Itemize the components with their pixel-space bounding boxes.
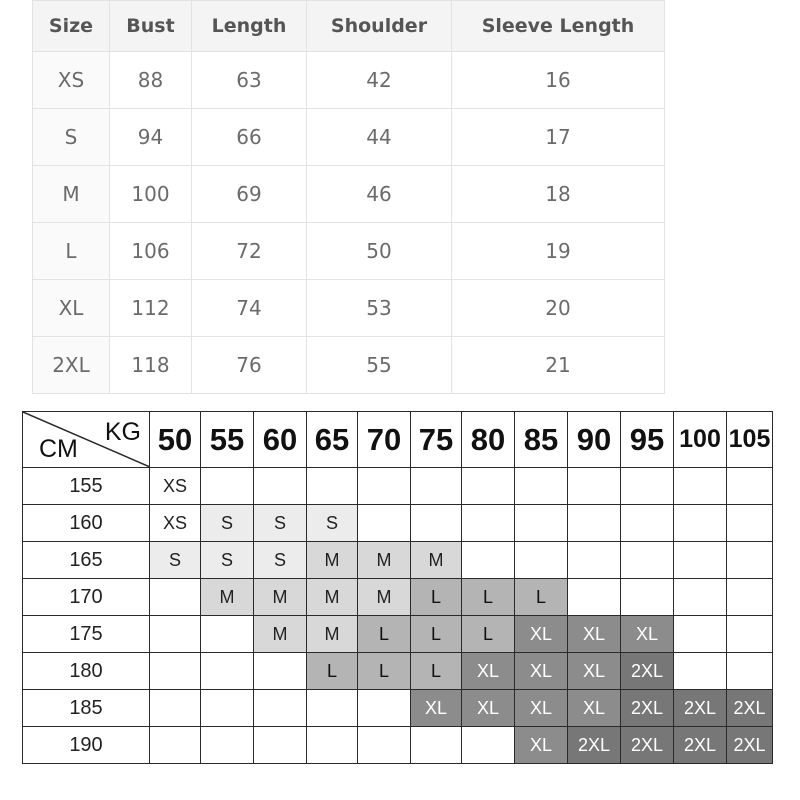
empty-cell [150, 690, 201, 727]
size-cell-xl: XL [568, 653, 621, 690]
weight-header-65: 65 [307, 412, 358, 468]
empty-cell [727, 468, 773, 505]
measurement-cell: 21 [452, 337, 665, 394]
empty-cell [254, 690, 307, 727]
empty-cell [201, 690, 254, 727]
measurement-cell: 94 [110, 109, 192, 166]
empty-cell [411, 468, 462, 505]
size-table-row [33, 280, 665, 337]
empty-cell [727, 579, 773, 616]
size-cell-l: L [411, 616, 462, 653]
size-cell-2xl: 2XL [621, 653, 674, 690]
size-table-row [33, 52, 665, 109]
height-unit-label: CM [39, 435, 78, 463]
height-row-170 [23, 579, 773, 616]
empty-cell [621, 505, 674, 542]
size-cell-m: M [201, 579, 254, 616]
weight-header-60: 60 [254, 412, 307, 468]
measurement-cell: 69 [192, 166, 307, 223]
size-cell-2xl: 2XL [674, 690, 727, 727]
size-cell-m: M [307, 616, 358, 653]
height-row-160 [23, 505, 773, 542]
empty-cell [201, 468, 254, 505]
empty-cell [674, 579, 727, 616]
measurement-cell: 50 [307, 223, 452, 280]
measurement-cell: 42 [307, 52, 452, 109]
empty-cell [150, 579, 201, 616]
size-cell-xl: XL [621, 616, 674, 653]
size-label-cell: XS [33, 52, 110, 109]
weight-header-95: 95 [621, 412, 674, 468]
size-cell-2xl: 2XL [568, 727, 621, 764]
size-table-row [33, 337, 665, 394]
empty-cell [674, 505, 727, 542]
size-table-header-size: Size [33, 1, 110, 52]
size-cell-m: M [358, 579, 411, 616]
height-label: 190 [23, 727, 150, 764]
measurement-cell: 53 [307, 280, 452, 337]
size-cell-m: M [254, 616, 307, 653]
size-table-row [33, 166, 665, 223]
size-cell-m: M [411, 542, 462, 579]
fit-chart-body [23, 468, 773, 764]
size-table-header-row [33, 1, 665, 52]
empty-cell [150, 616, 201, 653]
height-label: 180 [23, 653, 150, 690]
measurement-cell: 18 [452, 166, 665, 223]
height-row-165 [23, 542, 773, 579]
empty-cell [462, 505, 515, 542]
empty-cell [358, 505, 411, 542]
empty-cell [674, 653, 727, 690]
measurement-cell: 72 [192, 223, 307, 280]
height-label: 185 [23, 690, 150, 727]
empty-cell [254, 727, 307, 764]
size-cell-s: S [307, 505, 358, 542]
size-cell-xl: XL [462, 653, 515, 690]
empty-cell [150, 653, 201, 690]
size-cell-l: L [411, 653, 462, 690]
size-cell-xl: XL [515, 616, 568, 653]
height-label: 160 [23, 505, 150, 542]
empty-cell [674, 542, 727, 579]
empty-cell [307, 468, 358, 505]
empty-cell [727, 505, 773, 542]
size-cell-xs: XS [150, 468, 201, 505]
size-cell-xl: XL [462, 690, 515, 727]
size-cell-2xl: 2XL [621, 727, 674, 764]
size-label-cell: S [33, 109, 110, 166]
measurement-cell: 19 [452, 223, 665, 280]
empty-cell [462, 542, 515, 579]
empty-cell [254, 468, 307, 505]
height-label: 170 [23, 579, 150, 616]
size-cell-l: L [307, 653, 358, 690]
measurement-cell: 55 [307, 337, 452, 394]
height-row-185 [23, 690, 773, 727]
empty-cell [201, 727, 254, 764]
size-cell-l: L [358, 653, 411, 690]
weight-unit-label: KG [104, 418, 141, 446]
size-cell-m: M [307, 542, 358, 579]
empty-cell [307, 690, 358, 727]
size-cell-l: L [515, 579, 568, 616]
size-cell-2xl: 2XL [674, 727, 727, 764]
size-table-header-length: Length [192, 1, 307, 52]
empty-cell [674, 616, 727, 653]
measurement-cell: 63 [192, 52, 307, 109]
weight-header-105: 105 [727, 412, 773, 468]
height-label: 165 [23, 542, 150, 579]
size-table-body [33, 52, 665, 394]
size-table-row [33, 109, 665, 166]
measurement-cell: 118 [110, 337, 192, 394]
empty-cell [515, 468, 568, 505]
empty-cell [411, 505, 462, 542]
size-label-cell: 2XL [33, 337, 110, 394]
size-cell-xl: XL [411, 690, 462, 727]
empty-cell [568, 468, 621, 505]
size-cell-xl: XL [515, 653, 568, 690]
size-cell-s: S [201, 542, 254, 579]
height-row-190 [23, 727, 773, 764]
weight-header-90: 90 [568, 412, 621, 468]
weight-header-100: 100 [674, 412, 727, 468]
empty-cell [621, 579, 674, 616]
empty-cell [515, 505, 568, 542]
measurement-cell: 88 [110, 52, 192, 109]
size-cell-xl: XL [515, 690, 568, 727]
height-row-180 [23, 653, 773, 690]
empty-cell [727, 542, 773, 579]
size-cell-l: L [358, 616, 411, 653]
size-cell-l: L [462, 579, 515, 616]
empty-cell [462, 727, 515, 764]
weight-header-70: 70 [358, 412, 411, 468]
measurement-cell: 106 [110, 223, 192, 280]
empty-cell [254, 653, 307, 690]
weight-header-row [23, 412, 773, 468]
size-cell-2xl: 2XL [727, 690, 773, 727]
size-label-cell: M [33, 166, 110, 223]
empty-cell [201, 653, 254, 690]
size-cell-s: S [254, 505, 307, 542]
measurement-cell: 66 [192, 109, 307, 166]
size-cell-m: M [254, 579, 307, 616]
empty-cell [411, 727, 462, 764]
empty-cell [150, 727, 201, 764]
height-label: 175 [23, 616, 150, 653]
size-cell-2xl: 2XL [621, 690, 674, 727]
measurement-cell: 17 [452, 109, 665, 166]
empty-cell [621, 468, 674, 505]
size-table-header-bust: Bust [110, 1, 192, 52]
size-cell-s: S [201, 505, 254, 542]
height-row-155 [23, 468, 773, 505]
corner-kg-cm [23, 412, 150, 468]
empty-cell [515, 542, 568, 579]
size-cell-2xl: 2XL [727, 727, 773, 764]
size-cell-l: L [411, 579, 462, 616]
measurement-cell: 44 [307, 109, 452, 166]
empty-cell [462, 468, 515, 505]
height-row-175 [23, 616, 773, 653]
empty-cell [727, 653, 773, 690]
weight-header-80: 80 [462, 412, 515, 468]
weight-header-50: 50 [150, 412, 201, 468]
size-cell-xs: XS [150, 505, 201, 542]
size-cell-xl: XL [515, 727, 568, 764]
empty-cell [621, 542, 674, 579]
size-cell-l: L [462, 616, 515, 653]
empty-cell [358, 727, 411, 764]
measurement-cell: 74 [192, 280, 307, 337]
empty-cell [307, 727, 358, 764]
height-label: 155 [23, 468, 150, 505]
empty-cell [358, 468, 411, 505]
size-table-header-shoulder: Shoulder [307, 1, 452, 52]
weight-header-85: 85 [515, 412, 568, 468]
measurement-cell: 100 [110, 166, 192, 223]
empty-cell [201, 616, 254, 653]
weight-header-75: 75 [411, 412, 462, 468]
empty-cell [568, 542, 621, 579]
size-table-header-sleeve-length: Sleeve Length [452, 1, 665, 52]
weight-header-55: 55 [201, 412, 254, 468]
size-table-row [33, 223, 665, 280]
empty-cell [727, 616, 773, 653]
empty-cell [568, 505, 621, 542]
measurement-cell: 16 [452, 52, 665, 109]
size-measurement-table [32, 0, 665, 394]
empty-cell [358, 690, 411, 727]
size-label-cell: L [33, 223, 110, 280]
empty-cell [674, 468, 727, 505]
measurement-cell: 76 [192, 337, 307, 394]
size-cell-xl: XL [568, 616, 621, 653]
height-weight-size-chart [22, 411, 773, 764]
measurement-cell: 46 [307, 166, 452, 223]
size-cell-s: S [150, 542, 201, 579]
size-cell-xl: XL [568, 690, 621, 727]
measurement-cell: 112 [110, 280, 192, 337]
size-label-cell: XL [33, 280, 110, 337]
measurement-cell: 20 [452, 280, 665, 337]
size-cell-m: M [307, 579, 358, 616]
size-cell-m: M [358, 542, 411, 579]
empty-cell [568, 579, 621, 616]
size-cell-s: S [254, 542, 307, 579]
